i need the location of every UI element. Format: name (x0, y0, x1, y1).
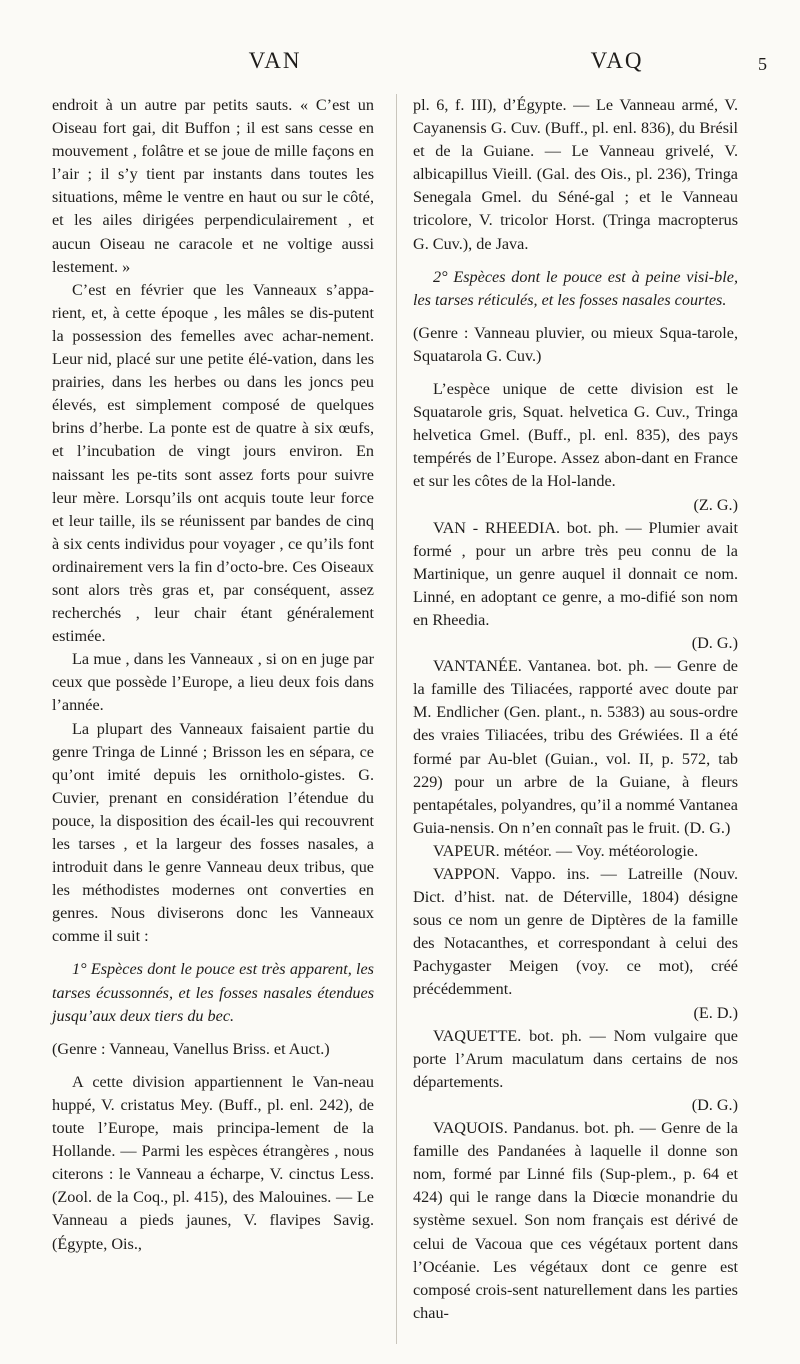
author-signature: (D. G.) (691, 634, 738, 653)
running-head-left: VAN (248, 48, 302, 73)
dictionary-entry: VAQUOIS. Pandanus. bot. ph. — Genre de la famille des Pandanées à laquelle il donne son nom, formé par Linné fils (Sup-plem., p. 64 et 424) qui le range dans la Diœcie monandrie du système sexuel. Son nom français est dérivé de celui de Vacoua que ces végétaux portent dans l’Océanie. Les végétaux dont ce genre est composé crois-sent naturellement dans les parties chau- (413, 1119, 738, 1322)
running-head-right: VAQ (590, 48, 644, 73)
division-heading: 2° Espèces dont le pouce est à peine visi-ble, les tarses réticulés, et les fosses nasales courtes. (413, 267, 738, 309)
paragraph: L’espèce unique de cette division est le Squatarole gris, Squat. helvetica G. Cuv., Tringa helvetica Gmel. (Buff., pl. enl. 835), des pays tempérés de l’Europe. Assez abon-dant en France et sur les côtes de la Hol-lande. (413, 380, 738, 491)
genus-note: (Genre : Vanneau, Vanellus Briss. et Auct.) (52, 1039, 330, 1058)
paragraph: C’est en février que les Vanneaux s’appa-rient, et, à cette époque , les mâles se dis-putent la possession des femelles avec achar-nement. Leur nid, placé sur une petite élé-vation, dans les prairies, dans les herbes ou dans les joncs peu élevés, est simplement composé de quelques brins d’herbe. La ponte est de quatre à six œufs, et l’incubation de vingt jours environ. En naissant les pe-tits sont assez forts pour suivre leur mère. Lorsqu’ils ont acquis toute leur force et leur taille, ils se réunissent par bandes de cinq à six cents individus pour voyager , ce qu’ils font ordinairement vers la fin d’octo-bre. Ces Oiseaux sont alors très gras et, par conséquent, assez recherchés , leur chair étant généralement estimée. (52, 280, 374, 646)
paragraph: La plupart des Vanneaux faisaient partie du genre Tringa de Linné ; Brisson les en sépara, ce qu’ont imité depuis les ornitholo-gistes. G. Cuvier, prenant en considération l’étendue du pouce, la disposition des écail-les qui recouvrent les tarses , et la largeur des fosses nasales, a introduit dans le genre Vanneau deux tribus, que les méthodistes modernes ont converties en genres. Nous diviserons donc les Vanneaux comme il suit : (52, 719, 374, 946)
genus-note: (Genre : Vanneau pluvier, ou mieux Squa-tarole, Squatarola G. Cuv.) (413, 323, 738, 365)
paragraph: A cette division appartiennent le Van-neau huppé, V. cristatus Mey. (Buff., pl. enl. 242), de toute l’Europe, mais principa-lement de la Hollande. — Parmi les espèces étrangères , nous citerons : le Vanneau a écharpe, V. cinctus Less. (Zool. de la Coq., pl. 415), des Malouines. — Le Vanneau a pieds jaunes, V. flavipes Savig. (Égypte, Ois., (52, 1072, 374, 1253)
dictionary-entry: VANTANÉE. Vantanea. bot. ph. — Genre de la famille des Tiliacées, rapporté avec doute par M. Endlicher (Gen. plant., n. 5383) au sous-ordre des vraies Tiliacées, tribu des Gréwiées. Il a été formé par Au-blet (Guian., vol. II, p. 572, tab 229) pour un arbre de la Guiane, à fleurs pentapétales, polyandres, qu’il a nommé Vantanea Guia-nensis. On n’en connaît pas le fruit. (D. G.) (413, 657, 738, 837)
author-signature: (Z. G.) (693, 495, 738, 514)
dictionary-entry: VAN - RHEEDIA. bot. ph. — Plumier avait formé , pour un arbre très peu connu de la Martinique, un genre auquel il donnait ce nom. Linné, en adoptant ce genre, a mo-difié son nom en Rheedia. (413, 518, 738, 629)
author-signature: (E. D.) (693, 1003, 738, 1022)
division-heading: 1° Espèces dont le pouce est très apparent, les tarses écussonnés, et les fosses nasales étendues jusqu’aux deux tiers du bec. (52, 960, 374, 1025)
author-signature: (D. G.) (691, 1095, 738, 1114)
paragraph: La mue , dans les Vanneaux , si on en juge par ceux que possède l’Europe, a lieu deux fois dans l’année. (52, 650, 374, 715)
paragraph: endroit à un autre par petits sauts. « C’est un Oiseau fort gai, dit Buffon ; il est sans cesse en mouvement , folâtre et se joue de mille façons en l’air ; il s’y tient par instants dans toutes les situations, même le ventre en haut ou sur le côté, et les ailes dirigées perpendiculairement , et aucun Oiseau ne caracole et ne voltige aussi lestement. » (52, 96, 374, 276)
left-column (52, 94, 374, 1256)
right-column (413, 94, 738, 1325)
page-number: 5 (758, 54, 767, 74)
dictionary-entry: VAPPON. Vappo. ins. — Latreille (Nouv. Dict. d’hist. nat. de Déterville, 1804) désigne sous ce nom un genre de Diptères de la famille des Notacanthes, et correspondant à celui des Pachygaster Meigen (voy. ce mot), créé précédemment. (413, 865, 738, 999)
dictionary-entry: VAPEUR. météor. — Voy. météorologie. (433, 841, 699, 860)
paragraph: pl. 6, f. III), d’Égypte. — Le Vanneau armé, V. Cayanensis G. Cuv. (Buff., pl. enl. 836), du Brésil et de la Guiane. — Le Vanneau grivelé, V. albicapillus Vieill. (Gal. des Ois., pl. 236), Tringa Senegala Gmel. du Séné-gal ; et le Vanneau tricolore, V. tricolor Horst. (Tringa macropterus G. Cuv.), de Java. (413, 96, 738, 253)
dictionary-entry: VAQUETTE. bot. ph. — Nom vulgaire que porte l’Arum maculatum dans certains de nos départements. (413, 1026, 738, 1091)
column-divider (396, 94, 397, 1344)
